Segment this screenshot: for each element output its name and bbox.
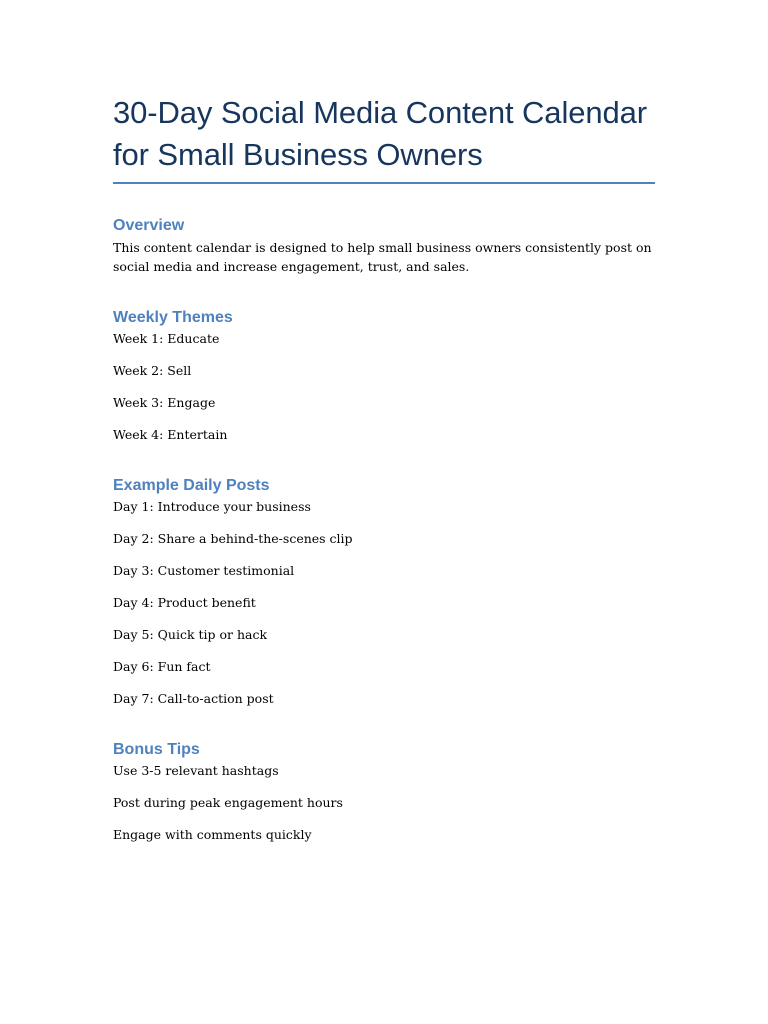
document-body xyxy=(113,92,655,844)
daily-post-item: Day 6: Fun fact xyxy=(113,659,211,674)
daily-post-item: Day 4: Product benefit xyxy=(113,595,256,610)
daily-post-item: Day 7: Call-to-action post xyxy=(113,691,274,706)
example-daily-posts-heading: Example Daily Posts xyxy=(113,477,270,494)
document-title xyxy=(113,92,655,182)
daily-posts-list xyxy=(113,497,655,708)
daily-post-item: Day 1: Introduce your business xyxy=(113,499,311,514)
title-underline-rule xyxy=(113,182,655,184)
bonus-tip-item: Use 3-5 relevant hashtags xyxy=(113,763,279,778)
bonus-tips-list xyxy=(113,761,655,844)
weekly-theme-item: Week 2: Sell xyxy=(113,363,192,378)
document-title-line-1: 30-Day Social Media Content Calendar xyxy=(113,95,648,130)
daily-post-item: Day 2: Share a behind-the-scenes clip xyxy=(113,531,353,546)
overview-heading: Overview xyxy=(113,217,185,234)
weekly-theme-item: Week 4: Entertain xyxy=(113,427,228,442)
bonus-tip-item: Engage with comments quickly xyxy=(113,827,312,842)
weekly-themes-heading: Weekly Themes xyxy=(113,309,233,326)
daily-post-item: Day 3: Customer testimonial xyxy=(113,563,295,578)
bonus-tip-item: Post during peak engagement hours xyxy=(113,795,343,810)
document-title-line-2: for Small Business Owners xyxy=(113,137,483,172)
weekly-themes-list xyxy=(113,329,655,444)
daily-post-item: Day 5: Quick tip or hack xyxy=(113,627,268,642)
bonus-tips-heading: Bonus Tips xyxy=(113,741,200,758)
weekly-theme-item: Week 3: Engage xyxy=(113,395,216,410)
overview-paragraph: This content calendar is designed to help small business owners consistently post on social media and increase engagement, trust, and sales. xyxy=(113,240,652,274)
weekly-theme-item: Week 1: Educate xyxy=(113,331,220,346)
